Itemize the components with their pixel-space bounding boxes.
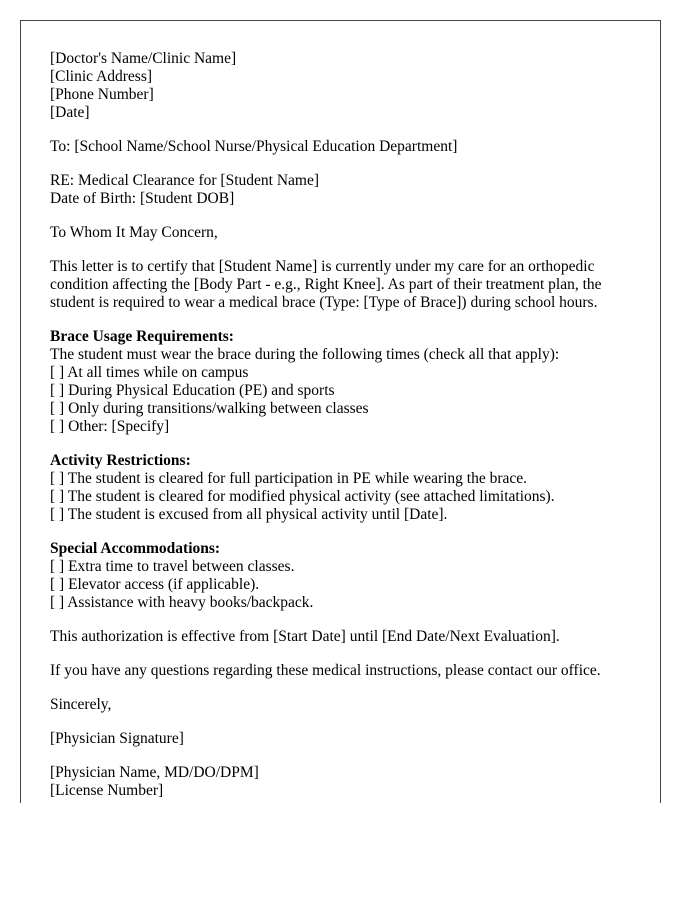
activity-restrictions-section <box>50 452 650 524</box>
doctor-name: [Doctor's Name/Clinic Name] <box>50 50 237 67</box>
authorization-paragraph <box>50 628 650 646</box>
closing <box>50 696 650 714</box>
license-number: [License Number] <box>50 782 164 799</box>
signature-block <box>50 730 650 748</box>
intro-line: This letter is to certify that [Student Name] is currently under my care for an orthopedic <box>50 258 595 275</box>
activity-restrictions-heading: Activity Restrictions: <box>50 452 191 469</box>
letter-page <box>20 20 661 803</box>
phone-number: [Phone Number] <box>50 86 154 103</box>
special-accommodations-section <box>50 540 650 612</box>
salutation-text: To Whom It May Concern, <box>50 224 218 241</box>
checklist-item: [ ] Assistance with heavy books/backpack. <box>50 594 314 611</box>
closing-text: Sincerely, <box>50 696 112 713</box>
letter-header <box>50 50 650 122</box>
checklist-item: [ ] Other: [Specify] <box>50 418 170 435</box>
letter-date: [Date] <box>50 104 90 121</box>
brace-usage-section <box>50 328 650 436</box>
salutation <box>50 224 650 242</box>
re-line: RE: Medical Clearance for [Student Name] <box>50 172 319 189</box>
letter-content <box>50 50 650 803</box>
brace-usage-heading: Brace Usage Requirements: <box>50 328 234 345</box>
questions-text: If you have any questions regarding these medical instructions, please contact our office. <box>50 662 601 679</box>
checklist-item: [ ] Elevator access (if applicable). <box>50 576 260 593</box>
checklist-item: [ ] Only during transitions/walking between classes <box>50 400 369 417</box>
checklist-item: [ ] The student is cleared for full participation in PE while wearing the brace. <box>50 470 528 487</box>
physician-signature: [Physician Signature] <box>50 730 184 747</box>
intro-line: condition affecting the [Body Part - e.g., Right Knee]. As part of their treatment plan, the <box>50 276 602 293</box>
checklist-item: [ ] Extra time to travel between classes. <box>50 558 295 575</box>
brace-usage-intro: The student must wear the brace during the following times (check all that apply): <box>50 346 560 363</box>
checklist-item: [ ] At all times while on campus <box>50 364 249 381</box>
subject <box>50 172 650 208</box>
checklist-item: [ ] During Physical Education (PE) and sports <box>50 382 335 399</box>
clinic-address: [Clinic Address] <box>50 68 153 85</box>
questions-paragraph <box>50 662 650 680</box>
physician-name: [Physician Name, MD/DO/DPM] <box>50 764 259 781</box>
authorization-text: This authorization is effective from [Start Date] until [End Date/Next Evaluation]. <box>50 628 560 645</box>
intro-paragraph <box>50 258 650 312</box>
special-accommodations-heading: Special Accommodations: <box>50 540 221 557</box>
intro-line: student is required to wear a medical brace (Type: [Type of Brace]) during school hours. <box>50 294 598 311</box>
to-line: To: [School Name/School Nurse/Physical Education Department] <box>50 138 458 155</box>
checklist-item: [ ] The student is cleared for modified physical activity (see attached limitations). <box>50 488 555 505</box>
date-of-birth-line: Date of Birth: [Student DOB] <box>50 190 235 207</box>
letter-footer <box>50 764 650 800</box>
checklist-item: [ ] The student is excused from all physical activity until [Date]. <box>50 506 448 523</box>
recipient <box>50 138 650 156</box>
